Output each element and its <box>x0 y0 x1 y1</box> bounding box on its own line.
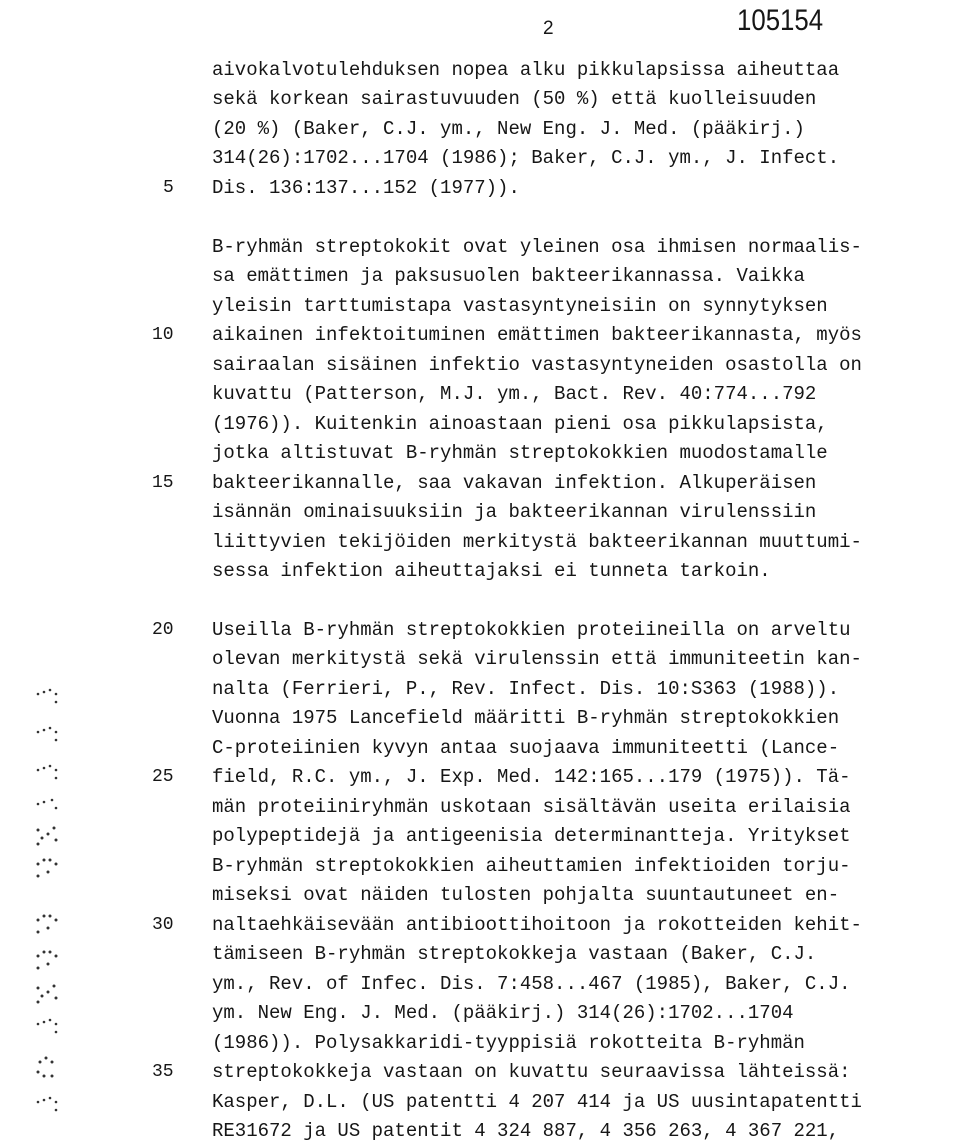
paragraph-3-line-15: (1986)). Polysakkaridi-tyyppisiä rokotteita B-ryhmän <box>212 1032 805 1054</box>
paragraph-2-line-6: kuvattu (Patterson, M.J. ym., Bact. Rev. 40:774...792 <box>212 383 817 405</box>
paragraph-2-line-10: isännän ominaisuuksiin ja bakteerikannan virulenssiin <box>212 501 817 523</box>
paragraph-1-line-5: Dis. 136:137...152 (1977)). <box>212 177 520 199</box>
paragraph-3-line-13: ym., Rev. of Infec. Dis. 7:458...467 (1985), Baker, C.J. <box>212 973 851 995</box>
paragraph-2-line-12: sessa infektion aiheuttajaksi ei tunneta tarkoin. <box>212 560 771 582</box>
paragraph-2-line-2: sa emättimen ja paksusuolen bakteerikannassa. Vaikka <box>212 265 805 287</box>
paragraph-3-line-16: streptokokkeja vastaan on kuvattu seuraavissa lähteissä: <box>212 1061 851 1083</box>
paragraph-2-line-1: B-ryhmän streptokokit ovat yleinen osa ihmisen normaalis- <box>212 236 862 258</box>
line-number-5: 5 <box>163 178 174 198</box>
line-number-30: 30 <box>152 915 174 935</box>
paragraph-3-line-7: män proteiiniryhmän uskotaan sisältävän useita erilaisia <box>212 796 851 818</box>
paragraph-3-line-6: field, R.C. ym., J. Exp. Med. 142:165...179 (1975)). Tä- <box>212 766 851 788</box>
paragraph-2-line-5: sairaalan sisäinen infektio vastasyntyneiden osastolla on <box>212 354 862 376</box>
paragraph-2-line-8: jotka altistuvat B-ryhmän streptokokkien muodostamalle <box>212 442 828 464</box>
paragraph-3-line-9: B-ryhmän streptokokkien aiheuttamien infektioiden torju- <box>212 855 851 877</box>
paragraph-2-line-11: liittyvien tekijöiden merkitystä bakteerikannan muuttumi- <box>212 531 862 553</box>
paragraph-3-line-14: ym. New Eng. J. Med. (pääkirj.) 314(26):1702...1704 <box>212 1002 794 1024</box>
paragraph-2-line-7: (1976)). Kuitenkin ainoastaan pieni osa pikkulapsista, <box>212 413 828 435</box>
line-number-35: 35 <box>152 1062 174 1082</box>
paragraph-2-line-9: bakteerikannalle, saa vakavan infektion. Alkuperäisen <box>212 472 817 494</box>
paragraph-1-line-4: 314(26):1702...1704 (1986); Baker, C.J. ym., J. Infect. <box>212 147 840 169</box>
paragraph-3-line-10: miseksi ovat näiden tulosten pohjalta suuntautuneet en- <box>212 884 840 906</box>
paragraph-1-line-1: aivokalvotulehduksen nopea alku pikkulapsissa aiheuttaa <box>212 59 840 81</box>
paragraph-1-line-2: sekä korkean sairastuvuuden (50 %) että kuolleisuuden <box>212 88 817 110</box>
paragraph-3-line-5: C-proteiinien kyvyn antaa suojaava immuniteetti (Lance- <box>212 737 840 759</box>
line-number-25: 25 <box>152 767 174 787</box>
paragraph-2-line-4: aikainen infektoituminen emättimen bakteerikannasta, myös <box>212 324 862 346</box>
line-number-15: 15 <box>152 473 174 493</box>
page-number: 2 <box>543 18 554 39</box>
paragraph-3-line-12: tämiseen B-ryhmän streptokokkeja vastaan (Baker, C.J. <box>212 943 817 965</box>
paragraph-3-line-8: polypeptidejä ja antigeenisia determinantteja. Yritykset <box>212 825 851 847</box>
paragraph-3-line-11: naltaehkäisevään antibioottihoitoon ja rokotteiden kehit- <box>212 914 862 936</box>
paragraph-3-line-2: olevan merkitystä sekä virulenssin että immuniteetin kan- <box>212 648 862 670</box>
paragraph-3-line-18: RE31672 ja US patentit 4 324 887, 4 356 263, 4 367 221, <box>212 1120 840 1142</box>
paragraph-3-line-3: nalta (Ferrieri, P., Rev. Infect. Dis. 10:S363 (1988)). <box>212 678 840 700</box>
line-number-10: 10 <box>152 325 174 345</box>
paragraph-3-line-1: Useilla B-ryhmän streptokokkien proteiineilla on arveltu <box>212 619 851 641</box>
paragraph-1-line-3: (20 %) (Baker, C.J. ym., New Eng. J. Med. (pääkirj.) <box>212 118 805 140</box>
document-number: 105154 <box>737 4 824 37</box>
margin-scan-specks <box>30 680 70 1140</box>
paragraph-3-line-4: Vuonna 1975 Lancefield määritti B-ryhmän streptokokkien <box>212 707 840 729</box>
paragraph-3-line-17: Kasper, D.L. (US patentti 4 207 414 ja US uusintapatentti <box>212 1091 862 1113</box>
line-number-20: 20 <box>152 620 174 640</box>
paragraph-2-line-3: yleisin tarttumistapa vastasyntyneisiin on synnytyksen <box>212 295 828 317</box>
